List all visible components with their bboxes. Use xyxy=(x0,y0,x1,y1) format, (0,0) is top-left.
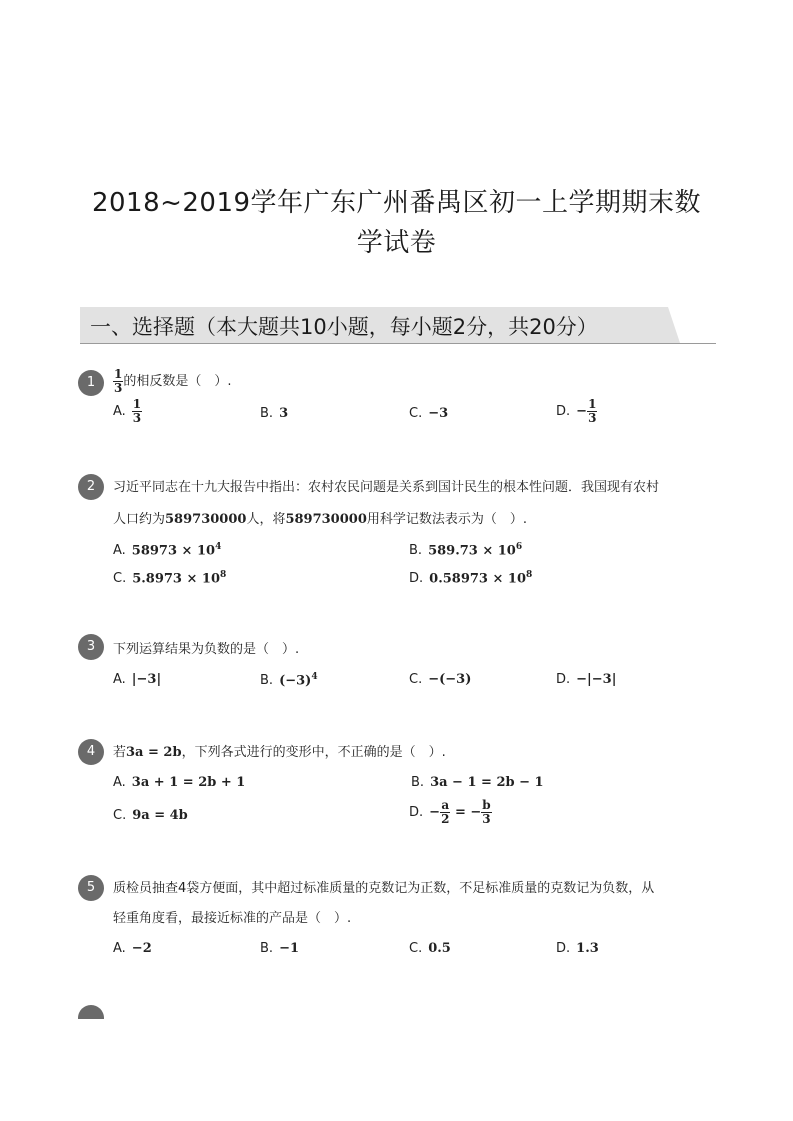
option-a[interactable]: A. 3a + 1 = 2b + 1 xyxy=(113,775,246,790)
option-c[interactable]: C. $5.8973 \times 10^8$ xyxy=(113,570,227,587)
option-d[interactable]: D. $0.58973 \times 10^8$ xyxy=(409,570,533,587)
question-stem-line-2: 轻重角度看，最接近标准的产品是（ ）. xyxy=(113,911,352,926)
question-stem: 下列运算结果为负数的是（ ）. xyxy=(113,642,300,657)
title-line-1: 2018~2019学年广东广州番禺区初一上学期期末数 xyxy=(91,188,702,218)
option-c[interactable]: C. 0.5 xyxy=(409,941,451,956)
question-3 xyxy=(78,634,718,694)
option-b[interactable]: B. $589.73 \times 10^6$ xyxy=(409,542,523,559)
question-stem: $\frac{1}{3}$ 的相反数是（ ）. xyxy=(114,367,232,395)
option-d[interactable]: D. −|−3| xyxy=(556,672,617,687)
question-4 xyxy=(78,739,718,839)
option-a[interactable]: A. $\frac{1}{3}$ xyxy=(113,397,142,425)
question-stem-line-1: 质检员抽查4袋方便面，其中超过标准质量的克数记为正数，不足标准质量的克数记为负数，从 xyxy=(113,881,655,896)
option-b[interactable]: B. 3a − 1 = 2b − 1 xyxy=(411,775,544,790)
option-c[interactable]: C. 9a = 4b xyxy=(113,808,188,823)
question-stem: 若3a = 2b，下列各式进行的变形中，不正确的是（ ）. xyxy=(113,745,446,760)
fraction: $\frac{1}{3}$ xyxy=(114,367,123,395)
question-number-badge: 5 xyxy=(78,875,104,901)
next-question-badge-partial xyxy=(78,1005,104,1019)
question-number-badge: 2 xyxy=(78,474,104,500)
question-5 xyxy=(78,875,718,965)
option-d[interactable]: D. − $\frac{a}{2}$ = − $\frac{b}{3}$ xyxy=(409,798,491,826)
option-b[interactable]: B. $(-3)^4$ xyxy=(260,672,318,689)
question-2 xyxy=(78,474,718,594)
option-d[interactable]: D. − $\frac{1}{3}$ xyxy=(556,397,597,425)
title-line-2: 学试卷 xyxy=(356,228,437,258)
option-d[interactable]: D. 1.3 xyxy=(556,941,599,956)
section-header xyxy=(80,307,716,344)
question-number-badge: 4 xyxy=(78,739,104,765)
question-1 xyxy=(78,368,718,438)
question-number-badge: 1 xyxy=(78,370,104,396)
document-title xyxy=(60,183,733,263)
option-a[interactable]: A. $58973 \times 10^4$ xyxy=(113,542,222,559)
question-stem-line-2: 人口约为589730000人，将589730000用科学记数法表示为（ ）. xyxy=(113,512,528,527)
option-c[interactable]: C. −(−3) xyxy=(409,672,472,687)
option-a[interactable]: A. |−3| xyxy=(113,672,162,687)
question-stem-line-1: 习近平同志在十九大报告中指出：农村农民问题是关系到国计民生的根本性问题．我国现有农村 xyxy=(113,480,660,495)
option-b[interactable]: B. 3 xyxy=(260,406,289,421)
question-number-badge: 3 xyxy=(78,634,104,660)
option-a[interactable]: A. −2 xyxy=(113,941,152,956)
option-b[interactable]: B. −1 xyxy=(260,941,300,956)
option-c[interactable]: C. −3 xyxy=(409,406,449,421)
section-title: 一、选择题（本大题共10小题，每小题2分，共20分） xyxy=(90,315,598,339)
